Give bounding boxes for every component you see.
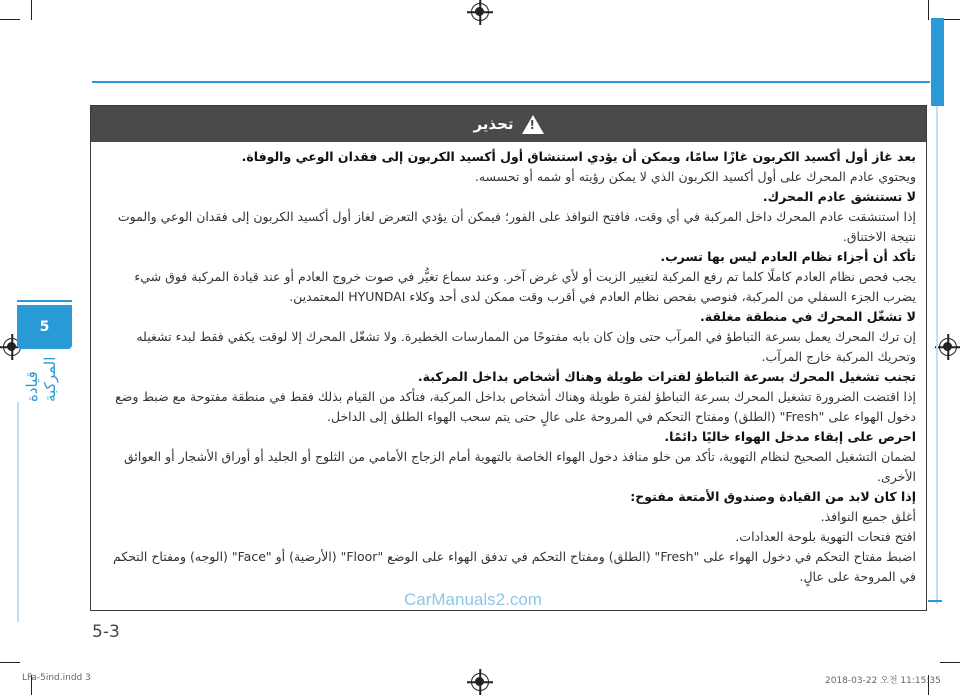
warning-paragraph: يجب فحص نظام العادم كاملًا كلما تم رفع المركبة لتغيير الزيت أو لأي غرض آخر. وعند سماع تغيُّر في صوت خروج العادم أو عند قيادة المركبة فوق شيء يضرب الجزء السفلي من المركبة، فنوصي بفحص نظام العادم في أقرب وقت ممكن لدى أحد وكلاء HYUNDAI المعتمدين. [134,269,916,304]
right-tick [928,600,942,602]
warning-header [91,106,926,142]
footer-stamp: 2018-03-22 오전 11:15:35 [825,676,941,686]
warning-paragraph: أغلق جميع النوافذ. [820,509,916,524]
registration-mark-icon [471,3,489,21]
warning-icon [522,115,544,134]
warning-paragraph: إن ترك المحرك يعمل بسرعة التباطؤ في المرآب حتى وإن كان بابه مفتوحًا من الممارسات الخطيرة. ولا تشغّل المحرك إلا لوقت يكفي فقط لبدء تشغيله وتحريك المركبة خارج المرآب. [136,329,916,364]
warning-subheading: إذا كان لابد من القيادة وصندوق الأمتعة مفتوح: [630,489,916,504]
watermark: CarManuals2.com [404,590,542,609]
warning-subheading: بعد غاز أول أكسيد الكربون غازًا سامًا، ويمكن أن يؤدي استنشاق أول أكسيد الكربون إلى فقدان الوعي والوفاة. [241,149,916,164]
warning-subheading: احرص على إبقاء مدخل الهواء خاليًا دائمًا. [664,429,916,444]
warning-paragraph: ويحتوي عادم المحرك على أول أكسيد الكربون الذي لا يمكن رؤيته أو شمه أو تحسسه. [474,169,916,184]
page-number: 5-3 [92,622,120,642]
warning-paragraph: اضبط مفتاح التحكم في دخول الهواء على "Fresh" (الطلق) ومفتاح التحكم في تدفق الهواء على الوضع "Floor" (الأرضية) أو "Face" (الوجه) ومفتاح التحكم في المروحة على عالٍ. [113,549,916,584]
crop-mark [940,662,960,663]
warning-content [91,142,926,587]
warning-paragraph: لضمان التشغيل الصحيح لنظام التهوية، تأكد من خلو منافذ دخول الهواء الخاصة بالتهوية أمام الزجاج الأمامي من الثلوج أو الجليد أو أوراق الأشجار أو العوائق الأخرى. [123,449,916,484]
chapter-marker [931,18,944,106]
warning-subheading: لا تشغّل المحرك في منطقة مغلقة. [700,309,916,324]
chapter-label: قيادة المركبة [23,356,59,402]
crop-mark [928,0,929,20]
crop-mark [31,0,32,20]
warning-subheading: تأكد أن أجزاء نظام العادم ليس بها تسرب. [660,249,916,264]
warning-subheading: تجنب تشغيل المحرك بسرعة التباطؤ لفترات طويلة وهناك أشخاص بداخل المركبة. [417,369,916,384]
warning-box [90,105,927,611]
chapter-number: 5 [39,319,50,335]
registration-mark-icon [471,673,489,691]
warning-paragraph: إذا اقتضت الضرورة تشغيل المحرك بسرعة التباطؤ لفترة طويلة وهناك أشخاص بداخل المركبة، فتأكد من القيام بذلك فقط في منطقة مفتوحة مع ضبط وضع دخول الهواء على "Fresh" (الطلق) ومفتاح التحكم في المروحة على عالٍ حتى يتم سحب الهواء الطلق إلى الداخل. [115,389,916,424]
header-rule [92,81,930,83]
warning-subheading: لا تستنشق عادم المحرك. [762,189,916,204]
footer-file: LFa-5ind.indd 3 [22,673,91,683]
side-tab-rule [17,300,72,302]
right-rule [936,106,938,604]
registration-mark-icon [939,338,957,356]
warning-paragraph: افتح فتحات التهوية بلوحة العدادات. [735,529,916,544]
crop-mark [0,19,20,20]
warning-paragraph: إذا استنشقت عادم المحرك داخل المركبة في أي وقت، فافتح النوافذ على الفور؛ فيمكن أن يؤدي التعرض لغاز أول أكسيد الكربون إلى فقدان الوعي والموت نتيجة الاختناق. [117,209,916,244]
warning-title: تحذير [473,115,514,133]
crop-mark [0,662,20,663]
side-rule [17,402,19,622]
